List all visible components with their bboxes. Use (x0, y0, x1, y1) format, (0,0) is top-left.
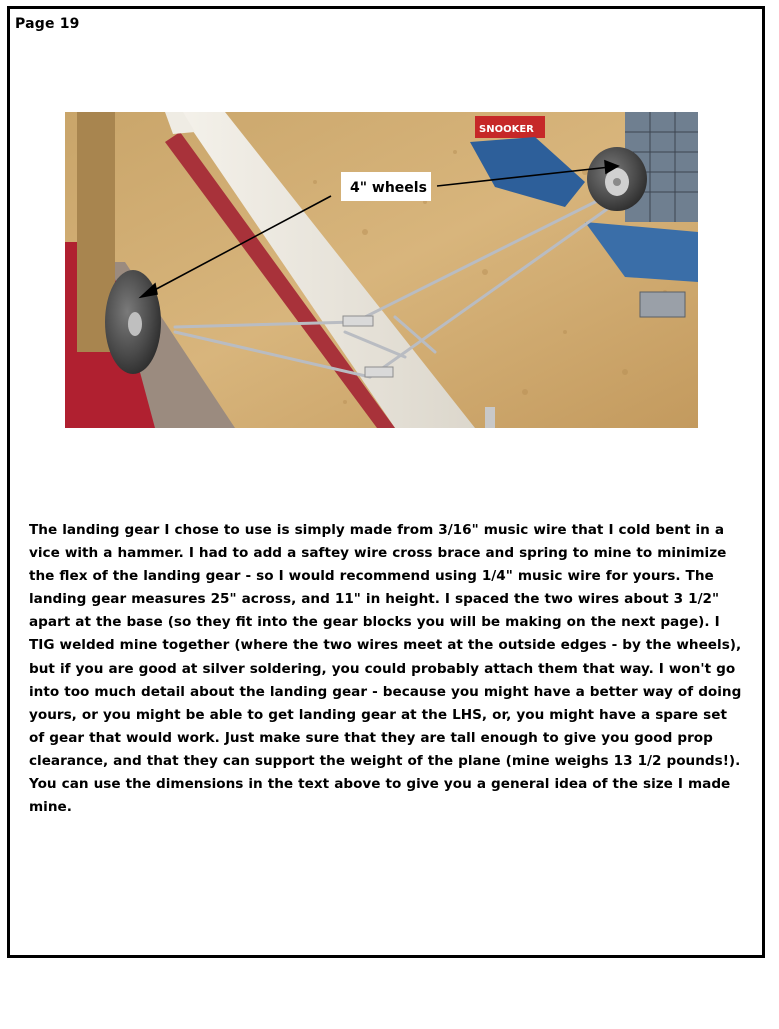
wheels-callout: 4" wheels (350, 180, 427, 196)
landing-gear-description: The landing gear I chose to use is simply made from 3/16" music wire that I cold bent in a vice with a hammer. I had to add a saftey wire cross brace and spring to mine to minimize the flex of the landing gear - so I would recommend using 1/4" music wire for yours. The landing gear measures 25" across, and 11" in height. I spaced the two wires about 3 1/2" apart at the base (so they fit into the gear blocks you will be making on the next page). I TIG welded mine together (where the two wires meet at the outside edges - by the wheels), but if you are good at silver soldering, you could probably attach them that way. I won't go into too much detail about the landing gear - because you might have a better way of doing yours, or you might be able to get landing gear at the LHS, or, you might have a spare set of gear that would work. Just make sure that they are tall enough to give you good prop clearance, and that they can support the weight of the plane (mine weighs 13 1/2 pounds!). You can use the dimensions in the text above to give you a general idea of the size I made mine. (29, 522, 742, 816)
landing-gear-photo (65, 112, 698, 428)
page-number: Page 19 (15, 16, 80, 32)
left-wheel-hub (128, 312, 142, 336)
bench-hardware (640, 292, 685, 317)
box-watermark: SNOOKER (479, 124, 534, 135)
